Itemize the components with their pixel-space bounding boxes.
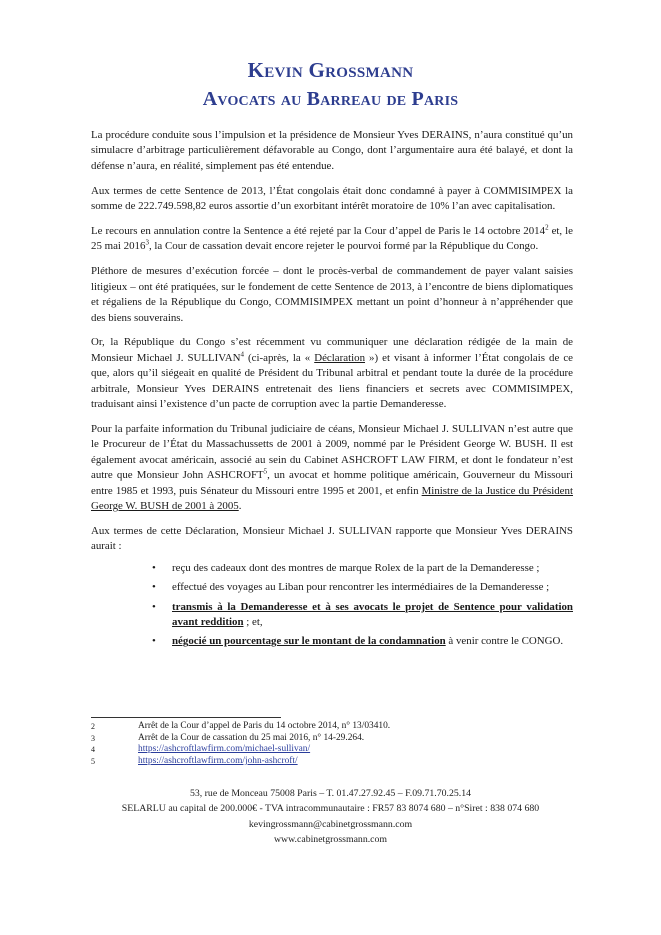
list-item [152, 561, 573, 576]
footnote-link-ashcroft[interactable]: https://ashcroftlawfirm.com/john-ashcroft/ [138, 755, 298, 766]
footnote [91, 721, 573, 733]
paragraph-5-part-c: ») et visant à informer l’État congolais de ce que, alors qu’il siégeait en qualité de Président du Tribunal arbitral et pendant toute la durée de la procédure arbitrale, Monsieur Yves DERAINS entretenait des liens financiers et secrets avec COMMISIMPEX, traduisant ainsi l’existence d’un pacte de corruption avec la partie Demanderesse. [91, 351, 573, 411]
paragraph-6-part-a: Pour la parfaite information du Tribunal judiciaire de céans, Monsieur Michael J. SULLIVAN n’est autre que le Procureur de l’État du Massachussetts de 2001 à 2009, nommé par le Président George W. BUSH. Il est également avocat américain, associé au sein du Cabinet ASHCROFT LAW FIRM, et dont le fondateur n’est autre que Monsieur John ASHCROFT [91, 423, 573, 482]
bullet-3-bold: transmis à la Demanderesse et à ses avocats le projet de Sentence pour validation avant reddition [172, 600, 573, 628]
bullet-3-rest: ; et, [243, 615, 263, 628]
footnote-ref-5: 5 [263, 467, 268, 476]
footer-address: 53, rue de Monceau 75008 Paris – T. 01.47.27.92.45 – F.09.71.70.25.14 [189, 788, 472, 799]
declaration-term: Déclaration [314, 351, 366, 364]
footnote-number: 5 [91, 756, 95, 766]
firm-name: Kevin Grossmann [247, 58, 414, 82]
footnote-ref-4: 4 [240, 350, 244, 359]
bullet-2-text: effectué des voyages au Liban pour rencontrer les intermédiaires de la Demanderesse ; [172, 581, 550, 594]
paragraph-5-part-b: (ci-après, la « [244, 351, 315, 364]
paragraph-1: La procédure conduite sous l’impulsion et la présidence de Monsieur Yves DERAINS, n’aura constitué qu’un simulacre d’arbitrage particulièrement défavorable au Congo, dont l’argumentaire aura été balayé, et dont la défense n’aura, en réalité, simplement pas été entendue. [91, 129, 573, 172]
bullet-4-bold: négocié un pourcentage sur le montant de la condamnation [172, 635, 446, 648]
paragraph-6 [91, 422, 573, 514]
document-body [91, 128, 573, 654]
footnote-divider [91, 717, 281, 718]
footnote-ref-2: 2 [545, 223, 549, 232]
footer-legal: SELARLU au capital de 200.000€ - TVA intracommunautaire : FR57 83 8074 680 – n°Siret : 838 074 680 [121, 803, 540, 815]
paragraph-4: Pléthore de mesures d’exécution forcée – dont le procès-verbal de commandement de payer valant saisies litigieux – ont été pratiquées, sur le fondement de cette Sentence de 2013, à l’encontre de biens diplomatiques et régaliens de la République du Congo, COMMISIMPEX mettant un point d’honneur à n’appréhender que des biens souverains. [91, 265, 573, 324]
footnote-number: 3 [91, 733, 95, 743]
footnote [91, 744, 573, 756]
paragraph-2: Aux termes de cette Sentence de 2013, l’État congolais était donc condamné à payer à COMMISIMPEX la somme de 222.749.598,82 euros assortie d’un exorbitant intérêt moratoire de 10% l’an avec capitalisation. [91, 184, 573, 213]
footnote-number: 4 [91, 745, 95, 755]
letterhead [0, 58, 661, 112]
footnote-link-sullivan[interactable]: https://ashcroftlawfirm.com/michael-sullivan/ [138, 744, 311, 755]
paragraph-3 [91, 224, 573, 255]
paragraph-5-part-a: Or, la République du Congo s’est récemment vu communiquer une déclaration rédigée de la main de Monsieur Michael J. SULLIVAN [91, 336, 573, 364]
footer-email: kevingrossmann@cabinetgrossmann.com [248, 818, 413, 830]
bullet-icon: • [152, 581, 156, 594]
footer-website: www.cabinetgrossmann.com [273, 834, 388, 846]
paragraph-5 [91, 335, 573, 412]
bullet-icon: • [152, 561, 156, 574]
list-item [152, 580, 573, 595]
firm-subtitle: Avocats au Barreau de Paris [202, 88, 459, 110]
paragraph-6-part-b: , un avocat et homme politique américain, Gouverneur du Missouri entre 1985 et 1993, puis Sénateur du Missouri entre 1995 et 2001, et enfin [91, 469, 573, 497]
footnote-ref-3: 3 [145, 238, 149, 247]
footnote [91, 733, 573, 745]
list-item [152, 634, 573, 649]
footnote-number: 2 [91, 722, 95, 731]
paragraph-3-part-a: Le recours en annulation contre la Sentence a été rejeté par la Cour d’appel de Paris le 14 octobre 2014 [91, 225, 546, 238]
allegations-list [91, 561, 573, 650]
list-item [152, 600, 573, 631]
bullet-1-text: reçu des cadeaux dont des montres de marque Rolex de la part de la Demanderesse ; [172, 561, 540, 574]
footnote [91, 756, 573, 768]
footnote-text: Arrêt de la Cour de cassation du 25 mai 2016, n° 14-29.264. [138, 732, 365, 743]
paragraph-7: Aux termes de cette Déclaration, Monsieur Michael J. SULLIVAN rapporte que Monsieur Yves DERAINS aurait : [91, 524, 573, 553]
page-footer [0, 786, 661, 848]
paragraph-3-part-b: et, le 25 mai 2016 [91, 225, 573, 253]
paragraph-3-part-c: , la Cour de cassation devait encore rejeter le pourvoi formé par la République du Congo. [148, 240, 539, 253]
bullet-icon: • [152, 600, 156, 613]
minister-underlined: Ministre de la Justice du Président George W. BUSH de 2001 à 2005 [91, 484, 573, 513]
bullet-icon: • [152, 635, 156, 648]
bullet-4-rest: à venir contre le CONGO. [445, 635, 564, 648]
paragraph-6-part-c: . [238, 500, 242, 513]
footnote-text: Arrêt de la Cour d’appel de Paris du 14 octobre 2014, n° 13/03410. [138, 721, 391, 731]
footnotes [91, 721, 573, 767]
